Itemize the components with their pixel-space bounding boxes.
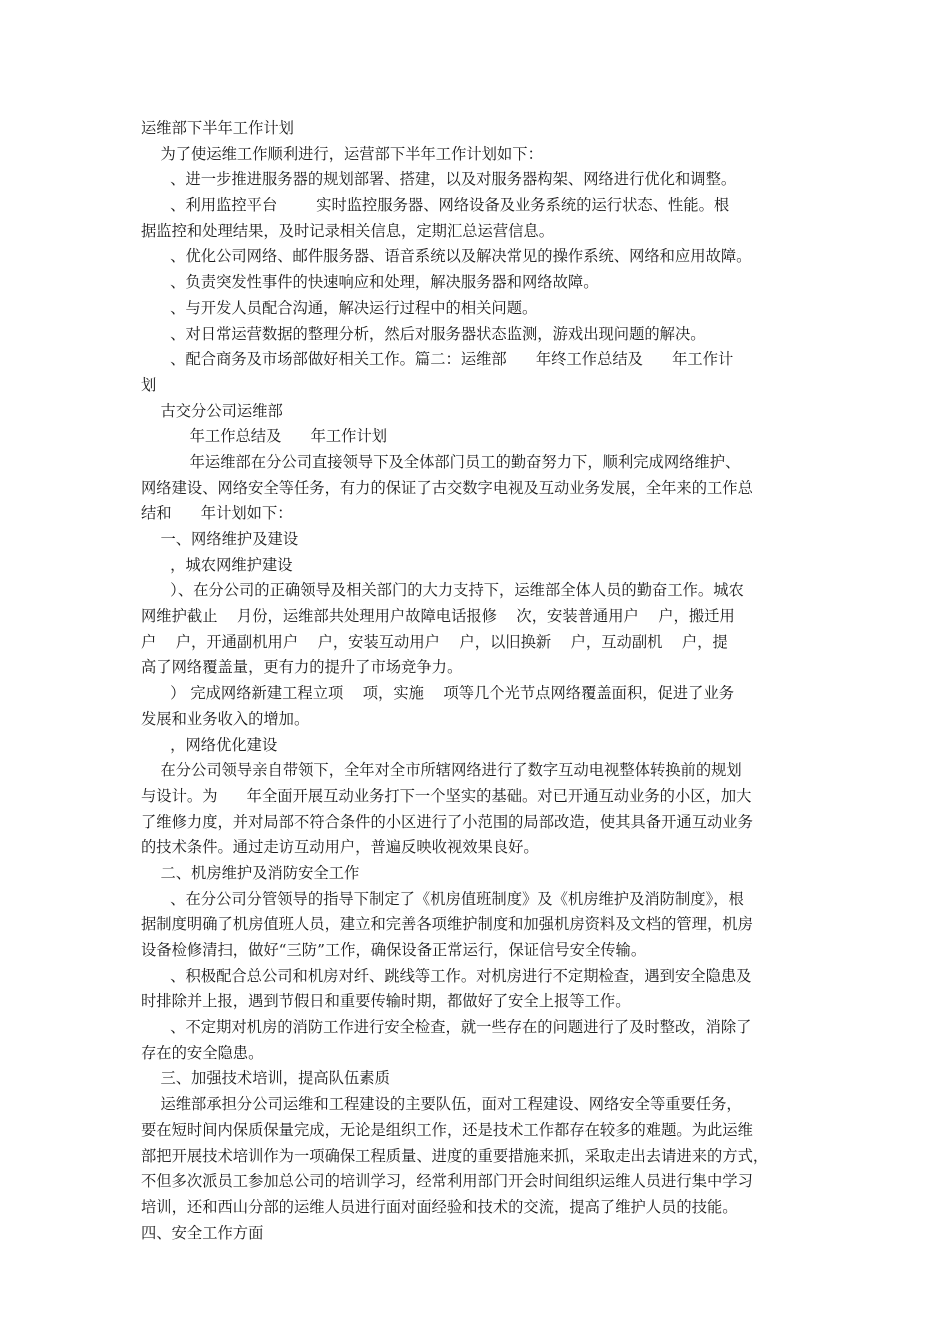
text-line: 、在分公司分管领导的指导下制定了《机房值班制度》及《机房维护及消防制度》，根	[141, 889, 744, 908]
text-line: 培训，还和西山分部的运维人员进行面对面经验和技术的交流，提高了维护人员的技能。	[141, 1197, 738, 1216]
text-line: ）、在分公司的正确领导及相关部门的大力支持下，运维部全体人员的勤奋工作。城农	[141, 581, 744, 600]
text-line: 三、加强技术培训，提高队伍素质	[141, 1069, 390, 1088]
text-line: 、进一步推进服务器的规划部署、搭建，以及对服务器构架、网络进行优化和调整。	[141, 170, 737, 189]
text-line: 古交分公司运维部	[141, 401, 283, 420]
text-line: 据监控和处理结果，及时记录相关信息，定期汇总运营信息。	[141, 221, 555, 240]
text-line: 年工作总结及 年工作计划	[141, 427, 388, 446]
text-line: 为了使运维工作顺利进行，运营部下半年工作计划如下：	[141, 144, 543, 163]
text-line: 、对日常运营数据的整理分析，然后对服务器状态监测，游戏出现问题的解决。	[141, 324, 706, 343]
text-line: 四、安全工作方面	[141, 1223, 264, 1242]
text-line: 网络建设、网络安全等任务，有力的保证了古交数字电视及互动业务发展，全年来的工作总	[141, 478, 753, 497]
text-line: 与设计。为 年全面开展互动业务打下一个坚实的基础。对已开通互动业务的小区，加大	[141, 786, 752, 805]
text-line: 在分公司领导亲自带领下，全年对全市所辖网络进行了数字互动电视整体转换前的规划	[141, 761, 742, 780]
text-line: 、负责突发性事件的快速响应和处理，解决服务器和网络故障。	[141, 273, 599, 292]
text-line: 要在短时间内保质保量完成，无论是组织工作，还是技术工作都存在较多的难题。为此运维	[141, 1120, 753, 1139]
text-line: 发展和业务收入的增加。	[141, 709, 310, 728]
text-line: 不但多次派员工参加总公司的培训学习，经常利用部门开会时间组织运维人员进行集中学习	[141, 1172, 753, 1191]
text-line: 年运维部在分公司直接领导下及全体部门员工的勤奋努力下，顺利完成网络维护、	[141, 452, 741, 471]
text-line: 、利用监控平台 实时监控服务器、网络设备及业务系统的运行状态、性能。根	[141, 196, 730, 215]
text-line: 、不定期对机房的消防工作进行安全检查，就一些存在的问题进行了及时整改，消除了	[141, 1018, 752, 1037]
text-line: 部把开展技术培训作为一项确保工程质量、进度的重要措施来抓，采取走出去请进来的方式，	[141, 1146, 769, 1165]
text-line: 、积极配合总公司和机房对纤、跳线等工作。对机房进行不定期检查，遇到安全隐患及	[141, 966, 752, 985]
text-line: ，网络优化建设	[141, 735, 278, 754]
text-line: 一、网络维护及建设	[141, 530, 299, 548]
text-line: ） 完成网络新建工程立项 项，实施 项等几个光节点网络覆盖面积，促进了业务	[141, 684, 735, 703]
text-line: 运维部承担分公司运维和工程建设的主要队伍，面对工程建设、网络安全等重要任务，	[141, 1095, 742, 1114]
text-line: 、优化公司网络、邮件服务器、语音系统以及解决常见的操作系统、网络和应用故障。	[141, 247, 752, 266]
text-line: 网维护截止 月份，运维部共处理用户故障电话报修 次，安装普通用户 户，搬迁用	[141, 607, 735, 626]
text-line: 高了网络覆盖量，更有力的提升了市场竞争力。	[141, 658, 463, 677]
text-line: 时排除并上报，遇到节假日和重要传输时期，都做好了安全上报等工作。	[141, 992, 631, 1011]
text-line: 据制度明确了机房值班人员，建立和完善各项维护制度和加强机房资料及文档的管理，机房	[141, 915, 753, 934]
text-line: 、与开发人员配合沟通，解决运行过程中的相关问题。	[141, 298, 538, 317]
text-line: 设备检修清扫，做好“三防”工作，确保设备正常运行，保证信号安全传输。	[141, 941, 647, 959]
text-line: 了维修力度，并对局部不符合条件的小区进行了小范围的局部改造，使其具备开通互动业务	[141, 812, 753, 831]
text-line: ，城农网维护建设	[141, 555, 293, 574]
text-line: 划	[141, 375, 157, 394]
text-line: 的技术条件。通过走访互动用户，普遍反映收视效果良好。	[141, 838, 539, 857]
text-line: 户 户，开通副机用户 户，安装互动用户 户，以旧换新 户，互动副机 户，提	[141, 632, 728, 651]
text-line: 二、机房维护及消防安全工作	[141, 863, 360, 882]
text-line: 结和 年计划如下：	[141, 504, 293, 523]
text-line: 、配合商务及市场部做好相关工作。篇二：运维部 年终工作总结及 年工作计	[141, 350, 734, 369]
document-body	[141, 116, 813, 1246]
text-line: 运维部下半年工作计划	[141, 119, 294, 137]
text-line: 存在的安全隐患。	[141, 1043, 264, 1062]
